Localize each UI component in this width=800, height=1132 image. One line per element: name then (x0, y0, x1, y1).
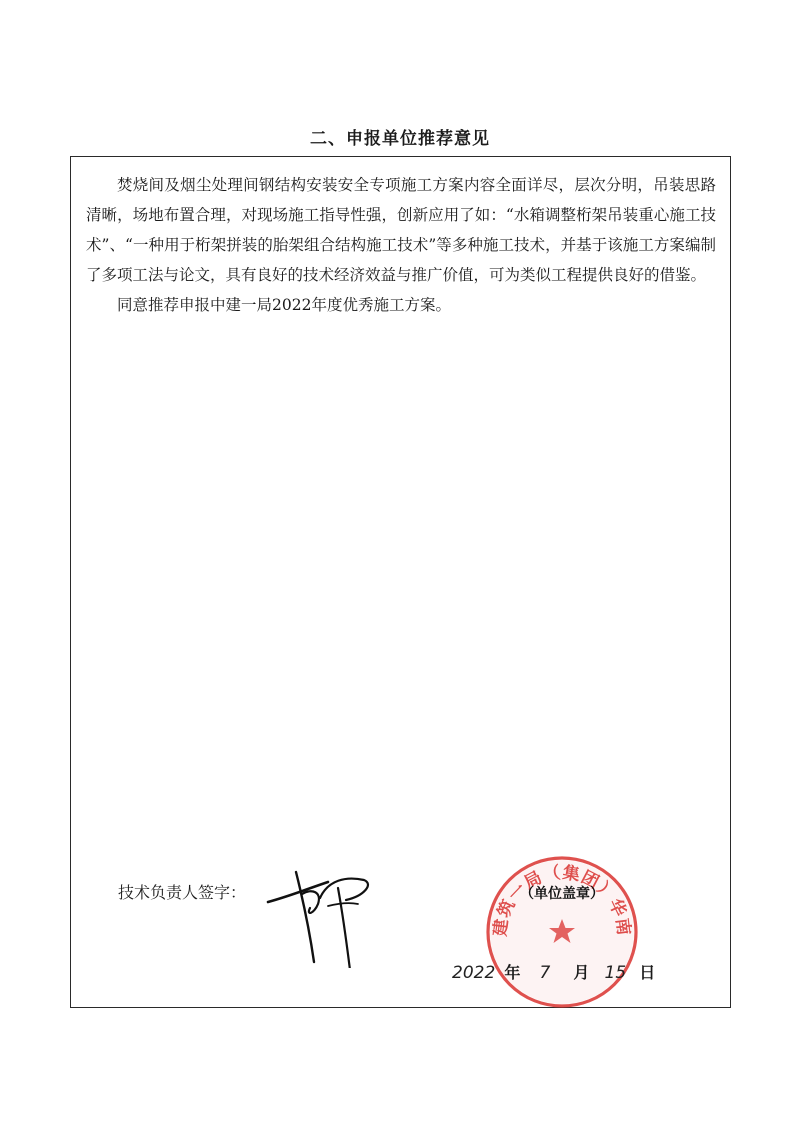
opinion-paragraph-1: 焚烧间及烟尘处理间钢结构安装安全专项施工方案内容全面详尽，层次分明，吊装思路清晰，场地布置合理，对现场施工指导性强，创新应用了如：“水箱调整桁架吊装重心施工技术”、“一种用于桁架拼装的胎架组合结构施工技术”等多种施工技术，并基于该施工方案编制了多项工法与论文，具有良好的技术经济效益与推广价值，可为类似工程提供良好的借鉴。 (86, 176, 716, 284)
handwritten-signature (262, 858, 382, 968)
date-line (452, 960, 659, 983)
date-year: 2022 (452, 963, 496, 983)
date-month-unit: 月 (573, 963, 590, 982)
seal-label: （单位盖章） (520, 886, 604, 902)
company-seal (483, 853, 641, 1011)
section-title: 二、申报单位推荐意见 (310, 129, 490, 149)
seal-stamp-icon (483, 853, 641, 1011)
date-day: 15 (604, 963, 627, 983)
date-month: 7 (539, 963, 551, 983)
opinion-text (86, 170, 716, 320)
signature-label: 技术负责人签字： (118, 883, 247, 902)
date-year-unit: 年 (504, 963, 521, 982)
seal-ring-text: 建筑一局（集团）华南 (490, 862, 634, 938)
date-day-unit: 日 (639, 963, 656, 982)
opinion-paragraph-2: 同意推荐申报中建一局2022年度优秀施工方案。 (117, 296, 451, 314)
